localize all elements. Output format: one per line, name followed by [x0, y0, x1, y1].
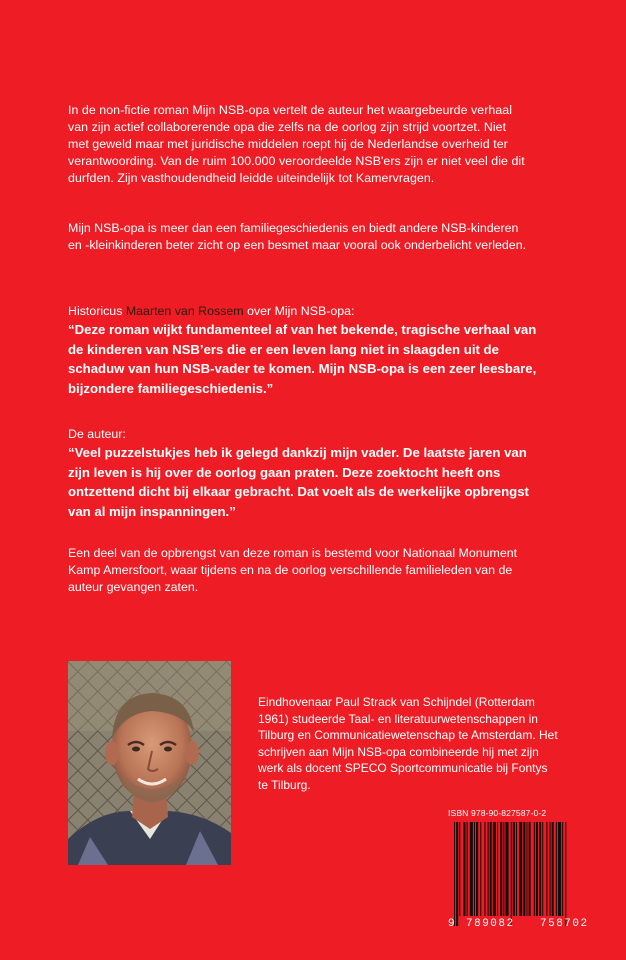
author-portrait-image: [68, 661, 231, 865]
barcode-group-left: 789082: [466, 918, 515, 930]
barcode-bar: [467, 822, 468, 916]
barcode-bar: [534, 822, 535, 916]
barcode-bar: [562, 822, 563, 916]
author-label: De auteur:: [68, 427, 126, 441]
barcode-bar: [542, 822, 543, 916]
intro-paragraph: In de non-fictie roman Mijn NSB-opa vertelt de auteur het waargebeurde verhaal van zijn actief collaborerende opa die zelfs na de oorlog zijn strijd voortzet. Niet met geweld maar met juridische middelen roept hij de Nederlandse overheid ter verantwoording. Van de ruim 100.000 veroordeelde NSB'ers zijn er niet veel die dit durfden. Zijn vasthoudendheid leidde uiteindelijk tot Kamervragen.: [68, 103, 525, 185]
historian-intro: [68, 303, 528, 320]
barcode-bar: [474, 822, 475, 916]
barcode-bar: [497, 822, 498, 916]
author-photo: [68, 661, 231, 865]
author-bio: Eindhovenaar Paul Strack van Schijndel (Rotterdam 1961) studeerde Taal- en literatuurwetenschappen in Tilburg en Communicatiewetenschap te Amsterdam. Het schrijven aan Mijn NSB-opa combineerde hij met zijn werk als docent SPECO Sportcommunicatie bij Fontys te Tilburg.: [258, 695, 558, 792]
barcode-bar: [488, 822, 489, 916]
intro-paragraph-2: Mijn NSB-opa is meer dan een familiegeschiedenis en biedt andere NSB-kinderen en -kleinkinderen beter zicht op een besmet maar vooral ook onderbelicht verleden.: [68, 221, 527, 252]
barcode-bar: [500, 822, 502, 916]
barcode-bar: [456, 822, 458, 926]
barcode-bar: [454, 822, 455, 926]
barcode-bar: [552, 822, 554, 916]
barcode-bar: [505, 822, 508, 916]
historian-prefix: Historicus: [68, 304, 123, 318]
barcode-bar: [546, 822, 547, 916]
isbn-barcode: [446, 822, 614, 932]
closing-paragraph: Een deel van de opbrengst van deze roman is bestemd voor Nationaal Monument Kamp Amersfoort, waar tijdens en na de oorlog verschillende familieleden van de auteur gevangen zaten.: [68, 546, 518, 594]
barcode-bar: [558, 822, 561, 916]
isbn-label: ISBN 978-90-827587-0-2: [448, 808, 547, 818]
barcode-bar: [511, 822, 512, 926]
historian-quote: “Deze roman wijkt fundamenteel af van het bekende, tragische verhaal van de kinderen van NSB’ers die er een leven lang niet in slaagden uit de schaduw van hun NSB-vader te komen. Mijn NSB-opa is een zeer leesbare, bijzondere familiegeschiedenis.”: [68, 322, 537, 396]
barcode-bar: [556, 822, 557, 916]
barcode-bar: [459, 822, 460, 916]
barcode-bar: [539, 822, 541, 916]
barcode-bar: [503, 822, 504, 916]
barcode-bar: [484, 822, 485, 916]
barcode-bar: [480, 822, 481, 916]
barcode-bar: [490, 822, 492, 916]
author-quote: “Veel puzzelstukjes heb ik gelegd dankzij mijn vader. De laatste jaren van zijn leven is hij over de oorlog gaan praten. Deze zoektocht heeft ons ontzettend dicht bij elkaar gebracht. Dat voelt als de werkelijke opbrengst van al mijn inspanningen.”: [68, 445, 529, 519]
barcode-bar: [519, 822, 522, 916]
barcode-group-right: 758702: [540, 918, 589, 930]
barcode-bar: [529, 822, 531, 916]
barcode-bar: [513, 822, 515, 916]
barcode-bar: [476, 822, 478, 916]
barcode-bar: [550, 822, 551, 916]
historian-name: Maarten van Rossem: [125, 304, 244, 318]
barcode-bar: [565, 822, 566, 926]
barcode-bar: [526, 822, 527, 916]
historian-suffix: over Mijn NSB-opa:: [247, 304, 355, 318]
barcode-bar: [463, 822, 465, 916]
barcode-bar: [516, 822, 517, 916]
barcode-bar: [493, 822, 496, 916]
barcode-bar: [470, 822, 473, 916]
barcode-bar: [536, 822, 538, 916]
barcode-digit-first: 9: [448, 918, 457, 930]
barcode-bar: [523, 822, 525, 916]
